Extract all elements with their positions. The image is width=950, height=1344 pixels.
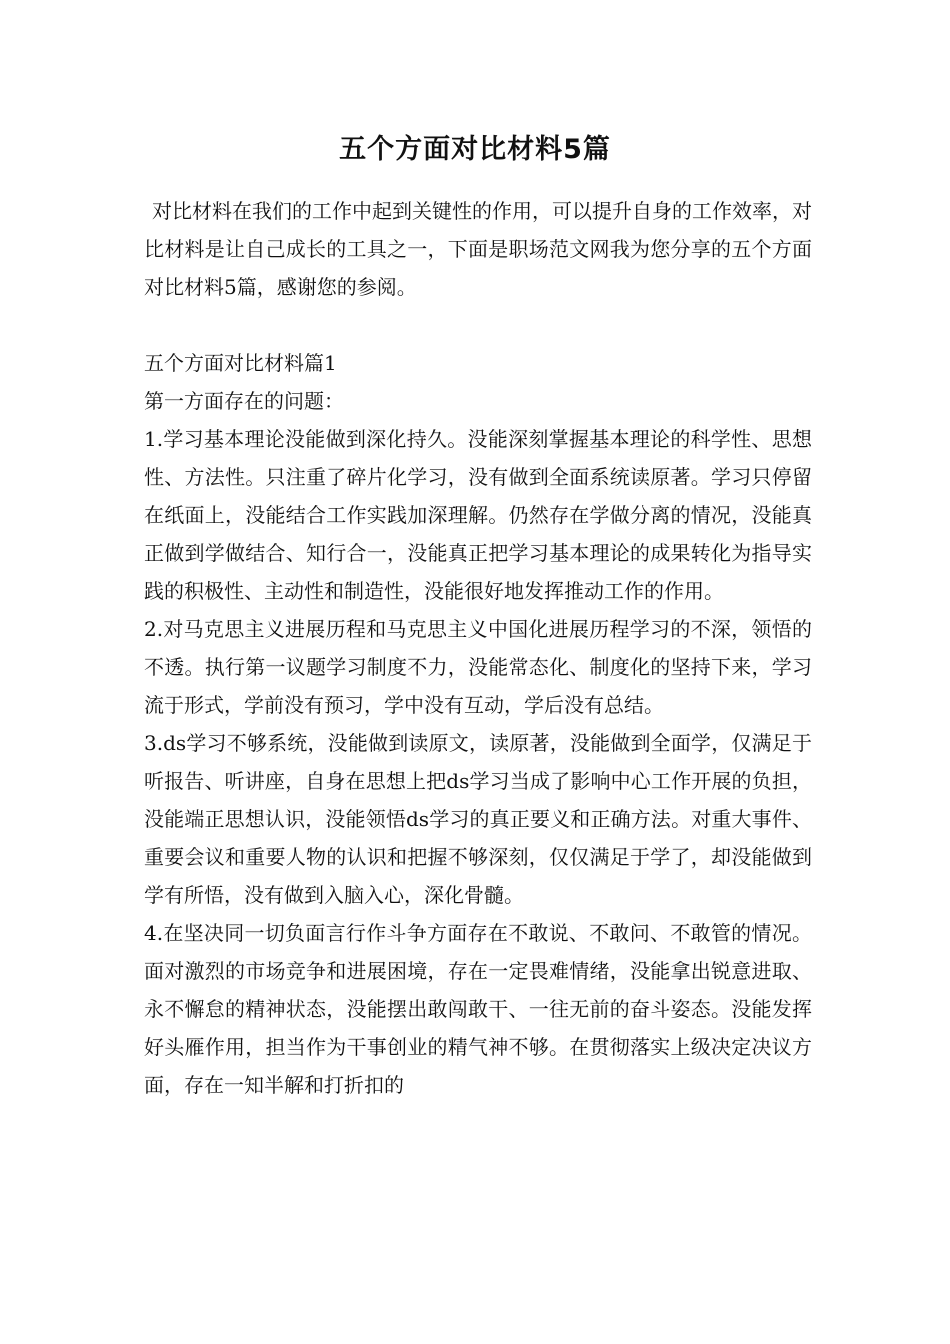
list-item: 3.ds学习不够系统，没能做到读原文，读原著，没能做到全面学，仅满足于听报告、听讲座，自身在思想上把ds学习当成了影响中心工作开展的负担，没能端正思想认识，没能领悟ds学习的真正要义和正确方法。对重大事件、重要会议和重要人物的认识和把握不够深刻，仅仅满足于学了，却没能做到学有所悟，没有做到入脑入心，深化骨髓。 — [144, 731, 812, 907]
document-body — [144, 192, 812, 1104]
intro-paragraph: 对比材料在我们的工作中起到关键性的作用，可以提升自身的工作效率，对比材料是让自己成长的工具之一，下面是职场范文网我为您分享的五个方面对比材料5篇，感谢您的参阅。 — [144, 199, 812, 299]
paragraph-spacer — [144, 306, 812, 344]
document-title: 五个方面对比材料5篇 — [339, 134, 611, 165]
list-item: 2.对马克思主义进展历程和马克思主义中国化进展历程学习的不深，领悟的不透。执行第一议题学习制度不力，没能常态化、制度化的坚持下来，学习流于形式，学前没有预习，学中没有互动，学后没有总结。 — [144, 617, 812, 717]
section-heading: 五个方面对比材料篇1 — [144, 351, 337, 375]
subheading: 第一方面存在的问题： — [144, 389, 344, 413]
list-item: 1.学习基本理论没能做到深化持久。没能深刻掌握基本理论的科学性、思想性、方法性。只注重了碎片化学习，没有做到全面系统读原著。学习只停留在纸面上，没能结合工作实践加深理解。仍然存在学做分离的情况，没能真正做到学做结合、知行合一，没能真正把学习基本理论的成果转化为指导实践的积极性、主动性和制造性，没能很好地发挥推动工作的作用。 — [144, 427, 812, 603]
list-item: 4.在坚决同一切负面言行作斗争方面存在不敢说、不敢问、不敢管的情况。面对激烈的市场竞争和进展困境，存在一定畏难情绪，没能拿出锐意进取、永不懈怠的精神状态，没能摆出敢闯敢干、一往无前的奋斗姿态。没能发挥好头雁作用，担当作为干事创业的精气神不够。在贯彻落实上级决定决议方面，存在一知半解和打折扣的 — [144, 921, 812, 1097]
